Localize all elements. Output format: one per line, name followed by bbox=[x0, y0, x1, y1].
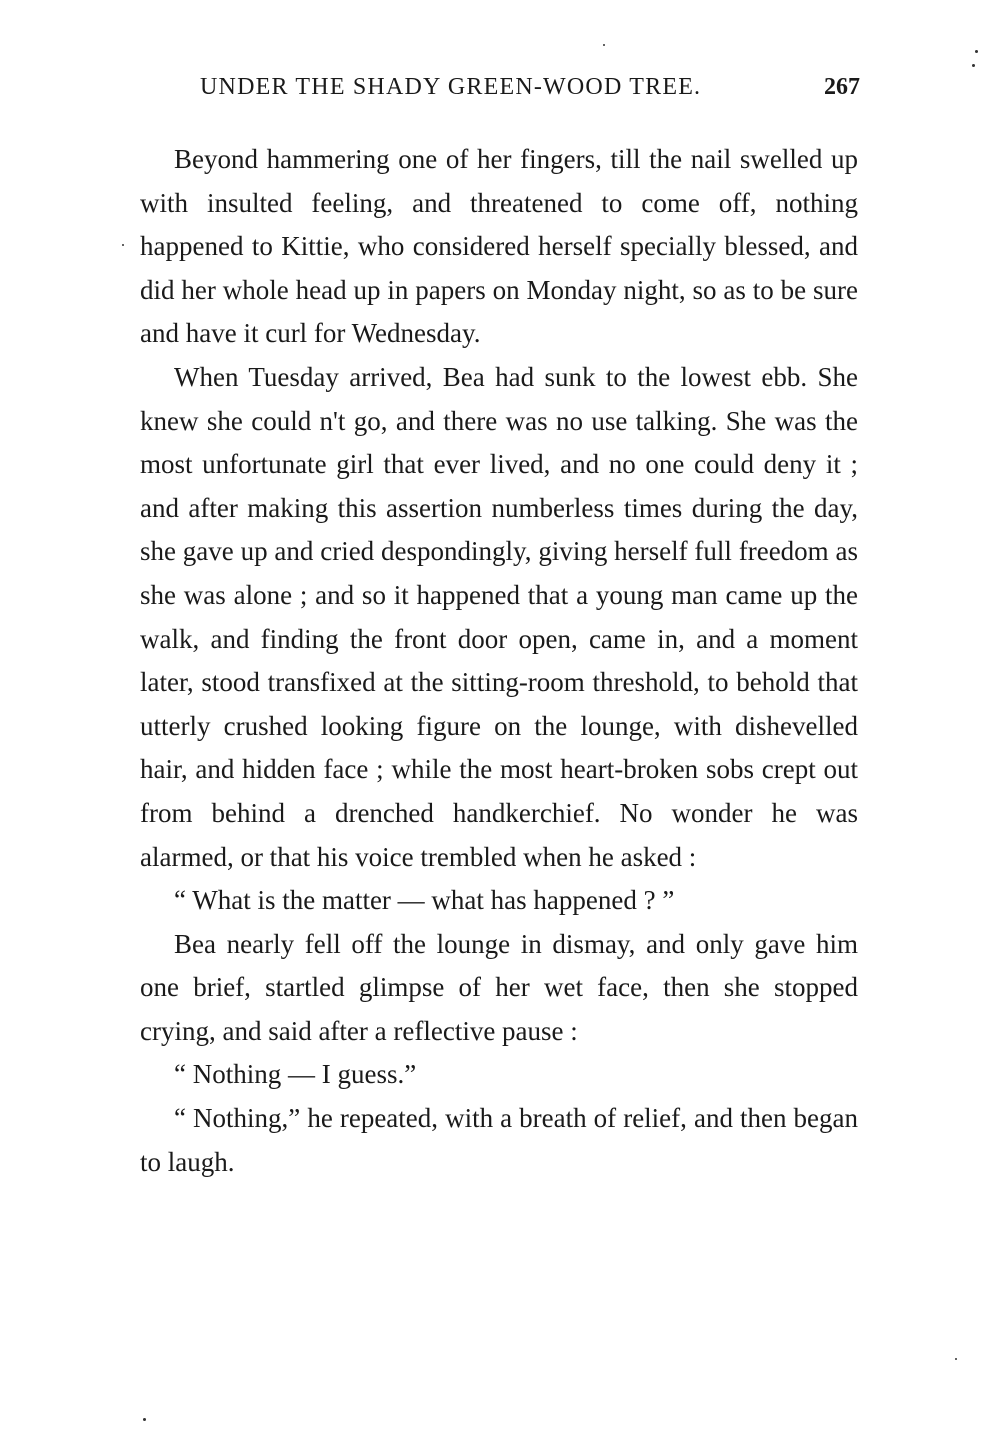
scan-speck bbox=[122, 244, 124, 246]
paragraph-6: “ Nothing,” he repeated, with a breath of relief, and then began to laugh. bbox=[140, 1103, 858, 1177]
scan-speck bbox=[972, 64, 975, 67]
paragraph-4: Bea nearly fell off the lounge in dismay, and only gave him one brief, startled glimpse of her wet face, then she stopped crying, and said after a reflective pause : bbox=[140, 928, 858, 1046]
body-text bbox=[140, 138, 858, 1184]
scan-speck bbox=[603, 44, 605, 46]
scan-speck bbox=[975, 50, 978, 53]
page-number: 267 bbox=[824, 74, 860, 100]
paragraph-2: When Tuesday arrived, Bea had sunk to the lowest ebb. She knew she could n't go, and there was no use talking. She was the most unfortunate girl that ever lived, and no one could deny it ; and after making this assertion numberless times during the day, she gave up and cried despondingly, giving herself full freedom as she was alone ; and so it happened that a young man came up the walk, and finding the front door open, came in, and a moment later, stood transfixed at the sitting-room threshold, to behold that utterly crushed looking figure on the lounge, with dishevelled hair, and hidden face ; while the most heart-broken sobs crept out from behind a drenched handkerchief. No wonder he was alarmed, or that his voice trembled when he asked : bbox=[140, 361, 858, 872]
paragraph-3: “ What is the matter — what has happened ? ” bbox=[174, 885, 675, 916]
scan-speck bbox=[955, 1358, 957, 1360]
page-header bbox=[200, 74, 860, 114]
running-title: UNDER THE SHADY GREEN-WOOD TREE. bbox=[200, 74, 702, 100]
paragraph-5: “ Nothing — I guess.” bbox=[174, 1059, 417, 1090]
scan-speck bbox=[143, 1418, 146, 1421]
paragraph-1: Beyond hammering one of her fingers, till the nail swelled up with insulted feeling, and threatened to come off, nothing happened to Kittie, who considered herself specially blessed, and did her whole head up in papers on Monday night, so as to be sure and have it curl for Wednesday. bbox=[140, 144, 858, 349]
